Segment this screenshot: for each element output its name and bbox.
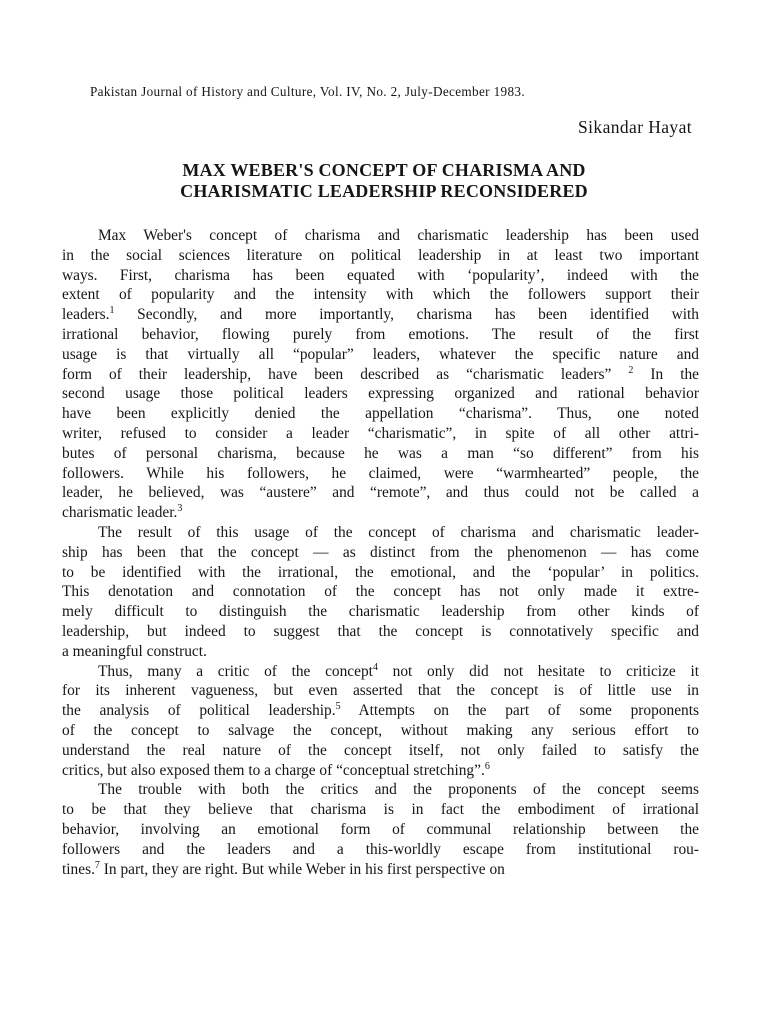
text-line: usage is that virtually all “popular” leaders, whatever the specific nature and	[62, 345, 699, 363]
article-title	[0, 160, 768, 202]
footnote-marker: 5	[335, 701, 341, 712]
text-line: butes of personal charisma, because he was a man “so different” from his	[62, 444, 699, 462]
footnote-marker: 3	[177, 503, 183, 515]
footnote-marker: 4	[372, 661, 378, 673]
text-line: The result of this usage of the concept of charisma and charismatic leader-	[98, 523, 699, 541]
text-line: critics, but also exposed them to a charge of “conceptual stretching”.$^6$	[62, 760, 490, 779]
footnote-marker: 2	[628, 364, 634, 376]
text-line: to be that they believe that charisma is in fact the embodiment of irrational	[62, 801, 699, 819]
article-body	[62, 226, 699, 879]
paragraph	[62, 780, 699, 879]
text-line: of the concept to salvage the concept, without making any serious effort to	[62, 721, 699, 739]
text-line: followers and the leaders and a this-worldly escape from institutional rou-	[62, 840, 699, 858]
text-line: followers. While his followers, he claimed, were “warmhearted” people, the	[62, 464, 699, 482]
text-line: leaders.$^1$ Secondly, and more importantly, charisma has been identified with	[62, 305, 699, 324]
text-line: writer, refused to consider a leader “charismatic”, in spite of all other attri-	[62, 424, 699, 442]
text-line: to be identified with the irrational, the emotional, and the ‘popular’ in politics.	[62, 563, 699, 581]
text-line: a meaningful construct.	[62, 642, 207, 660]
text-line: behavior, involving an emotional form of communal relationship between the	[62, 820, 699, 838]
footnote-marker: 7	[94, 859, 100, 871]
text-line: for its inherent vagueness, but even asserted that the concept is of little use in	[62, 682, 699, 700]
paragraph	[62, 226, 699, 523]
text-line: extent of popularity and the intensity with which the followers support their	[62, 286, 699, 304]
text-line: in the social sciences literature on political leadership in at least two important	[62, 246, 699, 264]
text-line: This denotation and connotation of the concept has not only made it extre-	[62, 583, 699, 601]
text-line: form of their leadership, have been described as “charismatic leaders” $^2$ In the	[62, 364, 699, 383]
text-line: leader, he believed, was “austere” and “remote”, and thus could not be called a	[62, 484, 699, 502]
text-line: second usage those political leaders expressing organized and rational behavior	[62, 385, 699, 403]
text-line: ways. First, charisma has been equated with ‘popularity’, indeed with the	[62, 266, 699, 284]
text-line: mely difficult to distinguish the charismatic leadership from other kinds of	[62, 603, 699, 621]
title-line-1: MAX WEBER'S CONCEPT OF CHARISMA AND	[182, 160, 586, 180]
author-name: Sikandar Hayat	[578, 117, 692, 137]
text-line: charismatic leader.$^3$	[62, 503, 183, 522]
text-line: The trouble with both the critics and the proponents of the concept seems	[98, 781, 699, 799]
text-line: the analysis of political leadership.$^5$ Attempts on the part of some proponents	[62, 701, 699, 720]
text-line: ship has been that the concept — as distinct from the phenomenon — has come	[62, 543, 699, 561]
text-line: Thus, many a critic of the concept$^4$ not only did not hesitate to criticize it	[98, 661, 699, 680]
text-line: have been explicitly denied the appellation “charisma”. Thus, one noted	[62, 405, 699, 423]
paragraph	[62, 662, 699, 781]
text-line: irrational behavior, flowing purely from emotions. The result of the first	[62, 325, 699, 343]
text-line: tines.$^7$ In part, they are right. But while Weber in his first perspective on	[62, 859, 505, 878]
text-line: understand the real nature of the concept itself, not only failed to satisfy the	[62, 741, 699, 759]
footnote-marker: 1	[109, 305, 115, 317]
footnote-marker: 6	[484, 760, 490, 772]
paragraph	[62, 523, 699, 662]
text-line: leadership, but indeed to suggest that the concept is connotatively specific and	[62, 622, 699, 640]
title-line-2: CHARISMATIC LEADERSHIP RECONSIDERED	[180, 181, 588, 201]
text-line: Max Weber's concept of charisma and charismatic leadership has been used	[98, 227, 699, 244]
journal-citation: Pakistan Journal of History and Culture, Vol. IV, No. 2, July-December 1983.	[90, 84, 525, 99]
